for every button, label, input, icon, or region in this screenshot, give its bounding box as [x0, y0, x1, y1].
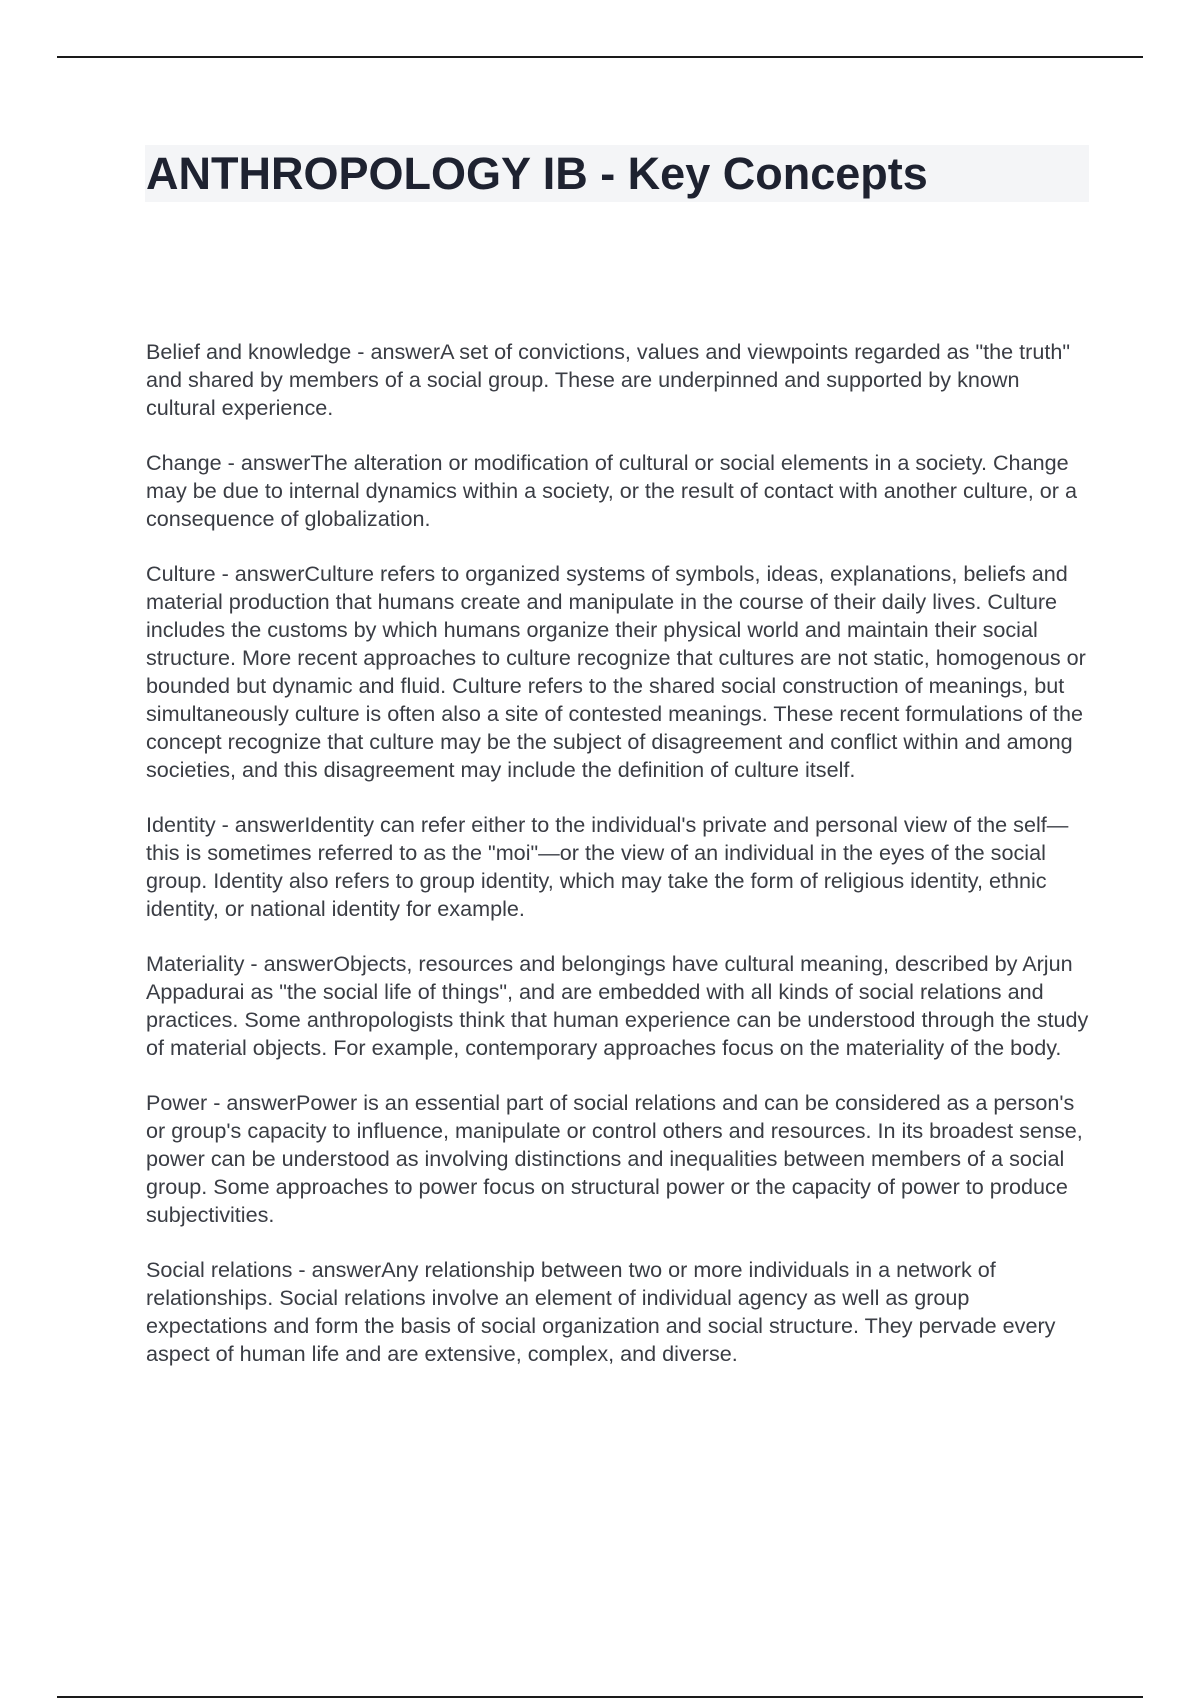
concept-entry-power: Power - answerPower is an essential part of social relations and can be considered as a person's or group's capacity to influence, manipulate or control others and resources. In its broadest sense, power can be understood as involving distinctions and inequalities between members of a social group. Some approaches to power focus on structural power or the capacity of power to produce subjectivities. — [146, 1090, 1083, 1227]
page-title: ANTHROPOLOGY IB - Key Concepts — [146, 148, 928, 199]
concept-list — [146, 338, 1091, 1395]
concept-entry-belief-and-knowledge: Belief and knowledge - answerA set of convictions, values and viewpoints regarded as "the truth" and shared by members of a social group. These are underpinned and supported by known cultural experience. — [146, 339, 1070, 420]
concept-entry-social-relations: Social relations - answerAny relationship between two or more individuals in a network of relationships. Social relations involve an element of individual agency as well as group expectations and form the basis of social organization and social structure. They pervade every aspect of human life and are extensive, complex, and diverse. — [146, 1257, 1056, 1366]
concept-entry-identity: Identity - answerIdentity can refer either to the individual's private and personal view of the self—this is sometimes referred to as the "moi"—or the view of an individual in the eyes of the social group. Identity also refers to group identity, which may take the form of religious identity, ethnic identity, or national identity for example. — [146, 812, 1069, 921]
concept-entry-change: Change - answerThe alteration or modification of cultural or social elements in a society. Change may be due to internal dynamics within a society, or the result of contact with another culture, or a consequence of globalization. — [146, 450, 1077, 531]
bottom-rule — [57, 1696, 1143, 1698]
top-rule — [57, 56, 1143, 58]
concept-entry-materiality: Materiality - answerObjects, resources and belongings have cultural meaning, described by Arjun Appadurai as "the social life of things", and are embedded with all kinds of social relations and practices. Some anthropologists think that human experience can be understood through the study of material objects. For example, contemporary approaches focus on the materiality of the body. — [146, 951, 1089, 1060]
concept-entry-culture: Culture - answerCulture refers to organized systems of symbols, ideas, explanations, beliefs and material production that humans create and manipulate in the course of their daily lives. Culture includes the customs by which humans organize their physical world and maintain their social structure. More recent approaches to culture recognize that cultures are not static, homogenous or bounded but dynamic and fluid. Culture refers to the shared social construction of meanings, but simultaneously culture is often also a site of contested meanings. These recent formulations of the concept recognize that culture may be the subject of disagreement and conflict within and among societies, and this disagreement may include the definition of culture itself. — [146, 561, 1086, 782]
